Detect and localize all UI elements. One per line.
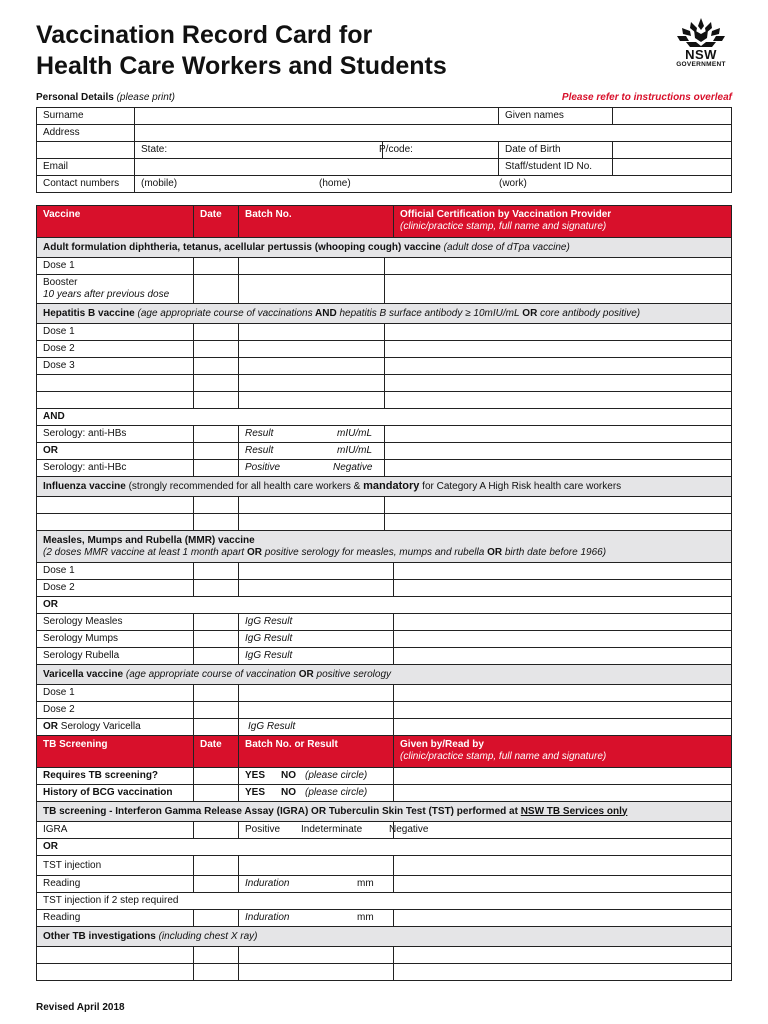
contact-numbers-field[interactable] (135, 176, 732, 193)
varicella-section-title: Varicella vaccine (age appropriate course of vaccination OR positive serology (37, 665, 732, 685)
certification-field[interactable] (385, 275, 732, 304)
certification-field[interactable] (394, 563, 732, 580)
date-field[interactable] (194, 341, 239, 358)
table-row (37, 358, 732, 375)
batch-field[interactable] (239, 702, 394, 719)
date-field[interactable] (194, 822, 239, 839)
nsw-government-logo (670, 16, 732, 80)
table-row (37, 631, 732, 648)
logo-government-text: GOVERNMENT (676, 61, 726, 68)
igg-result-field[interactable]: IgG Result (239, 719, 394, 736)
certification-header: Official Certification by Vaccination Provider (clinic/practice stamp, full name and signature) (394, 206, 732, 238)
dtpa-booster-label: Booster 10 years after previous dose (37, 275, 194, 304)
tst-injection-label: TST injection (37, 856, 194, 876)
table-row (37, 876, 732, 893)
blank-label-field[interactable] (37, 514, 194, 531)
certification-field[interactable] (385, 258, 732, 275)
table-row (37, 563, 732, 580)
igra-section-title: TB screening - Interferon Gamma Release Assay (IGRA) OR Tuberculin Skin Test (TST) performed at NSW TB Services only (37, 802, 732, 822)
blank-label-field[interactable] (37, 497, 194, 514)
mmr-dose2-label: Dose 2 (37, 580, 194, 597)
date-field[interactable] (194, 876, 239, 893)
date-field[interactable] (194, 910, 239, 927)
title-line-1: Vaccination Record Card for (36, 21, 373, 49)
certification-field[interactable] (394, 648, 732, 665)
dtpa-section-row (37, 238, 732, 258)
logo-nsw-text: NSW (685, 47, 717, 62)
table-row (37, 648, 732, 665)
batch-field[interactable] (239, 685, 394, 702)
dob-label: Date of Birth (499, 142, 613, 159)
yes-no-circle[interactable]: YES NO (please circle) (239, 785, 394, 802)
igg-result-field[interactable]: IgG Result (239, 614, 394, 631)
table-row (37, 768, 732, 785)
igra-section-row (37, 802, 732, 822)
table-row (37, 685, 732, 702)
tb-batch-header: Batch No. or Result (239, 736, 394, 768)
table-row (37, 719, 732, 736)
table-row (37, 460, 732, 477)
table-row (37, 258, 732, 275)
result-label: Result (245, 445, 274, 456)
tb-given-header: Given by/Read by (clinic/practice stamp, full name and signature) (394, 736, 732, 768)
date-field[interactable] (194, 258, 239, 275)
date-field[interactable] (194, 768, 239, 785)
reading-label: Reading (37, 910, 194, 927)
unit-label: mIU/mL (337, 428, 372, 439)
induration-field[interactable] (239, 910, 394, 927)
hepb-dose2-label: Dose 2 (37, 341, 194, 358)
dob-field[interactable] (613, 142, 732, 159)
table-row (37, 614, 732, 631)
batch-field[interactable] (239, 563, 394, 580)
date-field[interactable] (194, 563, 239, 580)
table-row (37, 159, 732, 176)
certification-field[interactable] (385, 514, 732, 531)
tb-date-header: Date (194, 736, 239, 768)
yes-no-circle[interactable]: YES NO (please circle) (239, 768, 394, 785)
table-row (37, 822, 732, 839)
table-row (37, 341, 732, 358)
mmr-section-row (37, 531, 732, 563)
staff-id-field[interactable] (613, 159, 732, 176)
certification-field[interactable] (385, 392, 732, 409)
certification-field[interactable] (385, 375, 732, 392)
tb-or-label: OR (37, 839, 732, 856)
batch-field[interactable] (239, 580, 394, 597)
date-field[interactable] (194, 785, 239, 802)
date-field[interactable] (194, 614, 239, 631)
vaccine-table (36, 205, 732, 981)
given-by-field[interactable] (394, 876, 732, 893)
hepb-or-label: OR (37, 443, 194, 460)
table-row (37, 514, 732, 531)
result-field[interactable] (239, 460, 385, 477)
pcode-field[interactable] (379, 142, 499, 159)
hepb-dose3-label: Dose 3 (37, 358, 194, 375)
mm-label: mm (357, 878, 374, 889)
batch-field[interactable] (239, 358, 385, 375)
home-label: (home) (319, 178, 351, 189)
table-row (37, 580, 732, 597)
batch-field[interactable] (239, 324, 385, 341)
batch-field[interactable] (239, 275, 385, 304)
batch-field[interactable] (239, 392, 385, 409)
table-row (37, 839, 732, 856)
work-label: (work) (499, 178, 527, 189)
mm-label: mm (357, 912, 374, 923)
batch-field[interactable] (239, 514, 385, 531)
certification-field[interactable] (385, 324, 732, 341)
batch-field[interactable] (239, 497, 385, 514)
surname-label: Surname (37, 108, 135, 125)
table-row (37, 856, 732, 876)
given-by-field[interactable] (394, 856, 732, 876)
positive-label: Positive (245, 462, 281, 473)
given-by-field[interactable] (394, 822, 732, 839)
blank-label-field[interactable] (37, 392, 194, 409)
igg-result-field[interactable]: IgG Result (239, 648, 394, 665)
table-row (37, 785, 732, 802)
serology-rubella-label: Serology Rubella (37, 648, 194, 665)
table-row (37, 893, 732, 910)
result-field[interactable] (239, 426, 385, 443)
address-field[interactable] (135, 125, 732, 142)
given-by-field[interactable] (394, 768, 732, 785)
email-field[interactable] (135, 159, 499, 176)
date-field[interactable] (194, 856, 239, 876)
table-row (37, 947, 732, 964)
certification-field[interactable] (385, 358, 732, 375)
induration-label: Induration (245, 878, 290, 889)
date-field[interactable] (194, 426, 239, 443)
batch-field[interactable] (239, 375, 385, 392)
given-by-field[interactable] (394, 785, 732, 802)
table-row (37, 392, 732, 409)
page-title (36, 20, 447, 82)
varicella-section-row (37, 665, 732, 685)
batch-field[interactable] (239, 341, 385, 358)
contact-numbers-label: Contact numbers (37, 176, 135, 193)
table-row (37, 142, 732, 159)
yes-option[interactable]: YES (245, 787, 266, 798)
certification-field[interactable] (385, 460, 732, 477)
table-row (37, 426, 732, 443)
table-row (37, 125, 732, 142)
date-field[interactable] (194, 964, 239, 981)
serology-mumps-label: Serology Mumps (37, 631, 194, 648)
date-header: Date (194, 206, 239, 238)
state-label: State: (141, 144, 168, 155)
given-by-field[interactable] (394, 964, 732, 981)
negative-option[interactable]: Negative (389, 824, 429, 835)
result-label: Result (245, 428, 274, 439)
serology-anti-hbs-label: Serology: anti-HBs (37, 426, 194, 443)
mmr-dose1-label: Dose 1 (37, 563, 194, 580)
table-row (37, 910, 732, 927)
table-row (37, 597, 732, 614)
requires-tb-label: Requires TB screening? (37, 768, 194, 785)
date-field[interactable] (194, 580, 239, 597)
certification-field[interactable] (385, 426, 732, 443)
given-by-field[interactable] (394, 910, 732, 927)
serology-anti-hbc-label: Serology: anti-HBc (37, 460, 194, 477)
table-row (37, 275, 732, 304)
date-field[interactable] (194, 375, 239, 392)
certification-field[interactable] (385, 497, 732, 514)
batch-header: Batch No. (239, 206, 394, 238)
certification-field[interactable] (394, 631, 732, 648)
unit-label: mIU/mL (337, 445, 372, 456)
varicella-dose1-label: Dose 1 (37, 685, 194, 702)
mmr-section-title: Measles, Mumps and Rubella (MMR) vaccine (2 doses MMR vaccine at least 1 month apart OR positive serology for measles, mumps and rubella OR birth date before 1966) (37, 531, 732, 563)
date-field[interactable] (194, 631, 239, 648)
bcg-history-label: History of BCG vaccination (37, 785, 194, 802)
certification-field[interactable] (385, 341, 732, 358)
mmr-or-label: OR (37, 597, 732, 614)
no-option[interactable]: NO (281, 770, 296, 781)
tst-two-step-label: TST injection if 2 step required (37, 893, 732, 910)
table-row (37, 409, 732, 426)
reading-label: Reading (37, 876, 194, 893)
other-tb-section-row (37, 927, 732, 947)
nsw-tb-services-link[interactable]: NSW TB Services only (520, 805, 628, 817)
batch-field[interactable] (239, 947, 394, 964)
personal-details-label: Personal Details (please print) (36, 92, 175, 103)
dtpa-section-title: Adult formulation diphtheria, tetanus, acellular pertussis (whooping cough) vaccine (adult dose of dTpa vaccine) (37, 238, 732, 258)
certification-field[interactable] (394, 719, 732, 736)
certification-field[interactable] (394, 702, 732, 719)
table-row (37, 443, 732, 460)
hepb-section-row (37, 304, 732, 324)
induration-label: Induration (245, 912, 290, 923)
varicella-dose2-label: Dose 2 (37, 702, 194, 719)
date-field[interactable] (194, 648, 239, 665)
given-names-label: Given names (499, 108, 613, 125)
table-row (37, 108, 732, 125)
table-row (37, 375, 732, 392)
vaccine-header-row (37, 206, 732, 238)
induration-field[interactable] (239, 876, 394, 893)
blank-label-field[interactable] (37, 375, 194, 392)
influenza-section-title: Influenza vaccine (strongly recommended for all health care workers & mandatory for Category A High Risk health care workers (37, 477, 732, 497)
tb-screening-header: TB Screening (37, 736, 194, 768)
certification-field[interactable] (385, 443, 732, 460)
waratah-icon (674, 16, 728, 48)
negative-label: Negative (333, 462, 373, 473)
date-field[interactable] (194, 497, 239, 514)
dtpa-dose1-label: Dose 1 (37, 258, 194, 275)
staff-id-label: Staff/student ID No. (499, 159, 613, 176)
date-field[interactable] (194, 275, 239, 304)
other-tb-section-title: Other TB investigations (including chest X ray) (37, 927, 732, 947)
date-field[interactable] (194, 514, 239, 531)
serology-varicella-label: OR Serology Varicella (37, 719, 194, 736)
igg-result-field[interactable]: IgG Result (239, 631, 394, 648)
surname-field[interactable] (135, 108, 499, 125)
batch-field[interactable] (239, 856, 394, 876)
igra-result-field[interactable] (239, 822, 429, 839)
blank-label-field[interactable] (37, 947, 194, 964)
influenza-section-row (37, 477, 732, 497)
table-row (37, 324, 732, 341)
table-row (37, 176, 732, 193)
state-field[interactable] (135, 142, 383, 159)
table-row (37, 702, 732, 719)
batch-field[interactable] (239, 964, 394, 981)
date-field[interactable] (194, 358, 239, 375)
hepb-dose1-label: Dose 1 (37, 324, 194, 341)
blank-label-field[interactable] (37, 964, 194, 981)
table-row (37, 497, 732, 514)
date-field[interactable] (194, 324, 239, 341)
yes-option[interactable]: YES (245, 770, 266, 781)
date-field[interactable] (194, 719, 239, 736)
email-label: Email (37, 159, 135, 176)
mobile-label: (mobile) (141, 178, 178, 189)
batch-field[interactable] (239, 258, 385, 275)
personal-details-table (36, 107, 732, 193)
given-by-field[interactable] (394, 947, 732, 964)
date-field[interactable] (194, 392, 239, 409)
certification-field[interactable] (394, 614, 732, 631)
date-field[interactable] (194, 460, 239, 477)
revised-date: Revised April 2018 (36, 1002, 125, 1013)
table-row (37, 964, 732, 981)
certification-field[interactable] (394, 685, 732, 702)
refer-instructions-note: Please refer to instructions overleaf (561, 92, 732, 103)
date-field[interactable] (194, 947, 239, 964)
serology-measles-label: Serology Measles (37, 614, 194, 631)
date-field[interactable] (194, 443, 239, 460)
tb-header-row (37, 736, 732, 768)
indeterminate-option[interactable]: Indeterminate (301, 824, 363, 835)
given-names-field[interactable] (613, 108, 732, 125)
date-field[interactable] (194, 702, 239, 719)
no-option[interactable]: NO (281, 787, 296, 798)
result-field[interactable] (239, 443, 385, 460)
hepb-and-label: AND (37, 409, 732, 426)
date-field[interactable] (194, 685, 239, 702)
igra-label: IGRA (37, 822, 194, 839)
vaccine-header: Vaccine (37, 206, 194, 238)
title-line-2: Health Care Workers and Students (36, 52, 447, 80)
pcode-label: P/code: (379, 144, 413, 155)
address-label: Address (37, 125, 135, 142)
positive-option[interactable]: Positive (245, 824, 281, 835)
certification-field[interactable] (394, 580, 732, 597)
hepb-section-title: Hepatitis B vaccine (age appropriate course of vaccinations AND hepatitis B surface antibody ≥ 10mIU/mL OR core antibody positive) (37, 304, 732, 324)
